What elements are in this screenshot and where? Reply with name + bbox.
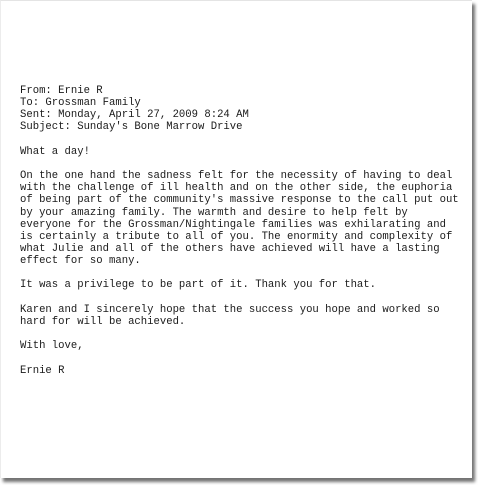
paragraph-1 xyxy=(20,170,465,267)
email-content xyxy=(20,85,465,377)
to-line: To: Grossman Family xyxy=(20,97,141,110)
paragraph-line: hard for will be achieved. xyxy=(20,315,186,328)
subject-line: Subject: Sunday's Bone Marrow Drive xyxy=(20,121,243,134)
paragraph-line: On the one hand the sadness felt for the necessity of having to deal xyxy=(20,170,453,183)
paragraph-line: everyone for the Grossman/Nightingale families was exhilarating and xyxy=(20,218,446,231)
greeting: What a day! xyxy=(20,145,90,158)
paragraph-line: Karen and I sincerely hope that the success you hope and worked so xyxy=(20,303,440,316)
sent-line: Sent: Monday, April 27, 2009 8:24 AM xyxy=(20,109,249,122)
paragraph-line: what Julie and all of the others have achieved will have a lasting xyxy=(20,242,440,255)
paragraph-line: effect for so many. xyxy=(20,254,141,267)
paragraph-line: of being part of the community's massive response to the call put out xyxy=(20,194,459,207)
paragraph-line: with the challenge of ill health and on the other side, the euphoria xyxy=(20,182,453,195)
paragraph-2: It was a privilege to be part of it. Thank you for that. xyxy=(20,279,377,292)
signature: Ernie R xyxy=(20,364,65,377)
from-line: From: Ernie R xyxy=(20,85,103,97)
closing: With love, xyxy=(20,340,84,353)
paragraph-line: is certainly a tribute to all of you. The enormity and complexity of xyxy=(20,230,453,243)
email-header xyxy=(20,85,465,133)
paragraph-3 xyxy=(20,304,465,328)
paragraph-line: by your amazing family. The warmth and desire to help felt by xyxy=(20,206,408,219)
